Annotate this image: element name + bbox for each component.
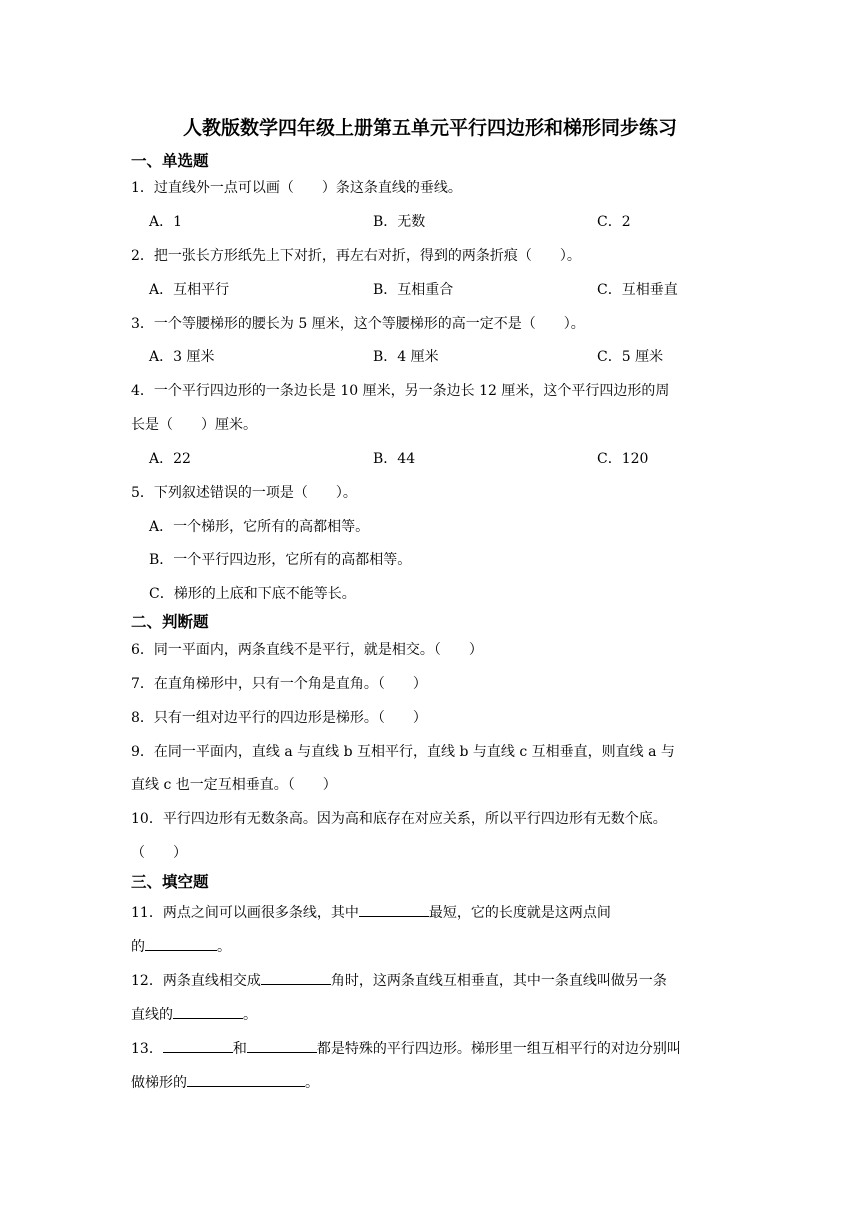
question-3-option-b: B．4 厘米 — [373, 349, 439, 365]
answer-blank[interactable] — [247, 1035, 317, 1053]
question-4-option-c: C．120 — [597, 451, 649, 467]
answer-blank[interactable] — [359, 899, 429, 917]
question-1-option-b: B．无数 — [373, 214, 426, 230]
question-5-stem: 5．下列叙述错误的一项是（ ）。 — [131, 485, 357, 501]
section-heading-single-choice: 一、单选题 — [131, 152, 209, 170]
question-5-option-c: C．梯形的上底和下底不能等长。 — [149, 586, 356, 602]
question-13-text-3: 都是特殊的平行四边形。梯形里一组互相平行的对边分别叫 — [316, 1041, 681, 1057]
question-5-option-a: A．一个梯形，它所有的高都相等。 — [149, 519, 370, 535]
answer-blank[interactable] — [173, 1001, 243, 1019]
question-2-stem: 2．把一张长方形纸先上下对折，再左右对折，得到的两条折痕（ ）。 — [131, 248, 581, 264]
question-13-line-1 — [131, 1035, 731, 1060]
question-12-text-4: 。 — [243, 1007, 257, 1023]
question-9-line-1: 9．在同一平面内，直线 a 与直线 b 互相平行，直线 b 与直线 c 互相垂直，则直线 a 与 — [131, 744, 675, 760]
question-1-stem: 1．过直线外一点可以画（ ）条这条直线的垂线。 — [131, 180, 462, 196]
question-1-option-c: C．2 — [597, 214, 631, 230]
question-11-line-2 — [131, 933, 731, 958]
question-2-option-c: C．互相垂直 — [597, 282, 678, 298]
question-13-text-1: 13． — [131, 1041, 163, 1057]
answer-blank[interactable] — [145, 933, 217, 951]
question-2-option-b: B．互相重合 — [373, 282, 454, 298]
question-11-text-3: 的 — [131, 939, 145, 955]
section-heading-fill-in: 三、填空题 — [131, 873, 209, 891]
question-4-option-b: B．44 — [373, 451, 416, 467]
answer-blank[interactable] — [163, 1035, 233, 1053]
question-13-text-2: 和 — [232, 1041, 247, 1057]
answer-blank[interactable] — [187, 1069, 305, 1087]
question-4-stem-line-2: 长是（ ）厘米。 — [131, 417, 257, 433]
question-4-stem-line-1: 4．一个平行四边形的一条边长是 10 厘米，另一条边长 12 厘米，这个平行四边形的周 — [131, 383, 670, 399]
question-10-line-2: （ ） — [131, 845, 187, 861]
question-12-line-1 — [131, 967, 731, 992]
question-12-text-3: 直线的 — [131, 1007, 173, 1023]
question-13-line-2 — [131, 1069, 731, 1094]
question-12-text-2: 角时，这两条直线互相垂直，其中一条直线叫做另一条 — [330, 973, 667, 989]
question-9-line-2: 直线 c 也一定互相垂直。（ ） — [131, 777, 337, 793]
question-12-line-2 — [131, 1001, 731, 1026]
question-4-option-a: A．22 — [149, 451, 191, 467]
question-3-option-a: A．3 厘米 — [149, 349, 215, 365]
question-10-line-1: 10．平行四边形有无数条高。因为高和底存在对应关系，所以平行四边形有无数个底。 — [131, 811, 667, 827]
question-13-text-5: 。 — [305, 1075, 319, 1091]
question-11-line-1 — [131, 899, 731, 924]
question-12-text-1: 12．两条直线相交成 — [131, 973, 261, 989]
question-13-text-4: 做梯形的 — [131, 1075, 187, 1091]
question-3-option-c: C．5 厘米 — [597, 349, 664, 365]
answer-blank[interactable] — [261, 967, 331, 985]
question-5-option-b: B．一个平行四边形，它所有的高都相等。 — [149, 552, 412, 568]
question-11-text-2: 最短，它的长度就是这两点间 — [428, 905, 611, 921]
question-6: 6．同一平面内，两条直线不是平行，就是相交。（ ） — [131, 642, 483, 658]
page-title: 人教版数学四年级上册第五单元平行四边形和梯形同步练习 — [182, 117, 677, 139]
question-8: 8．只有一组对边平行的四边形是梯形。（ ） — [131, 710, 427, 726]
section-heading-true-false: 二、判断题 — [131, 613, 209, 631]
question-3-stem: 3．一个等腰梯形的腰长为 5 厘米，这个等腰梯形的高一定不是（ ）。 — [131, 316, 585, 332]
question-11-text-4: 。 — [217, 939, 231, 955]
question-7: 7．在直角梯形中，只有一个角是直角。（ ） — [131, 676, 427, 692]
question-11-text-1: 11．两点之间可以画很多条线，其中 — [131, 905, 359, 921]
question-1-option-a: A．1 — [149, 214, 183, 230]
question-2-option-a: A．互相平行 — [149, 282, 230, 298]
